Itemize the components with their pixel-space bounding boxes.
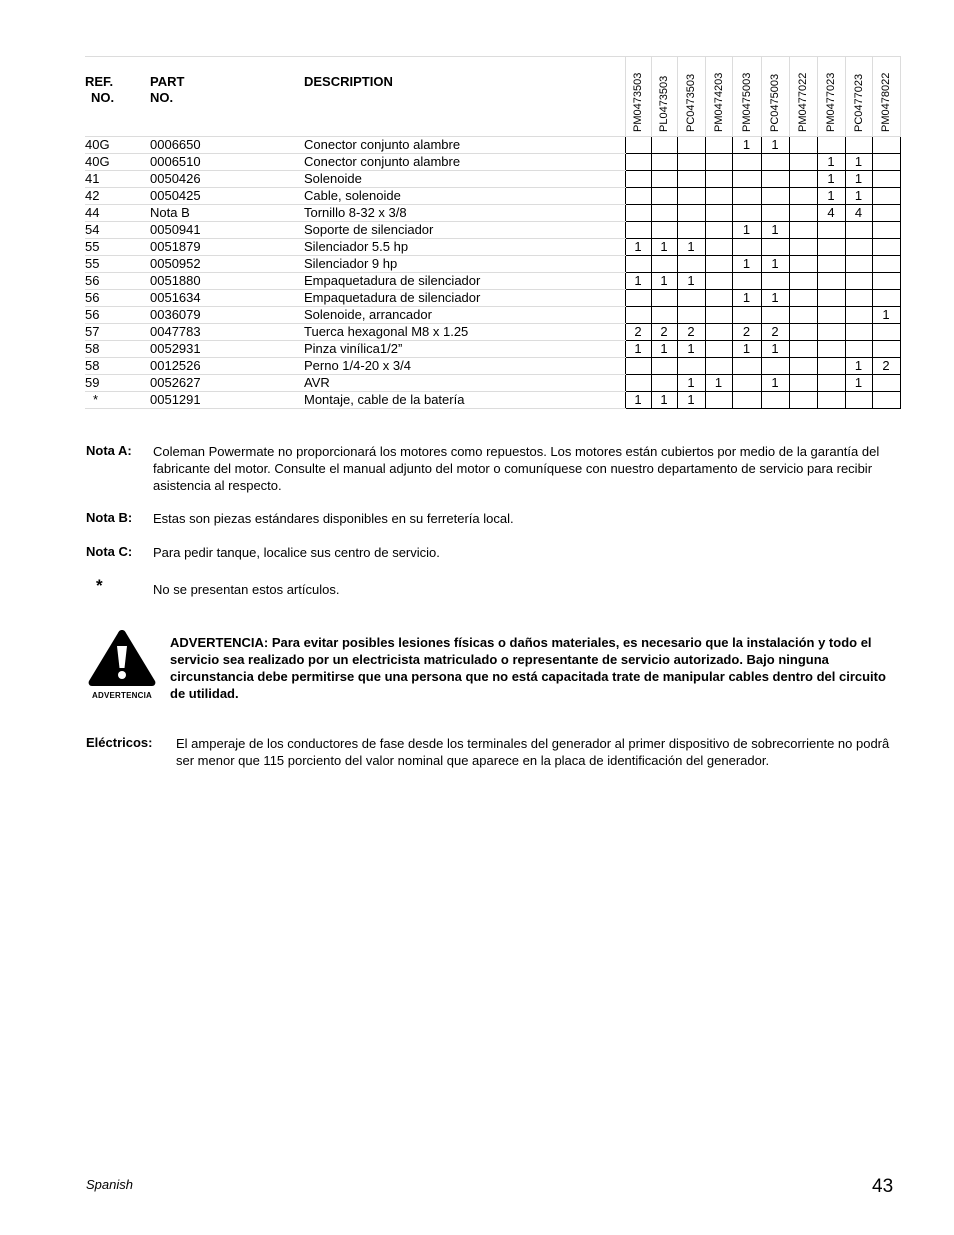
part-cell: 0051879	[150, 239, 304, 256]
quantity-cell: 1	[625, 239, 651, 256]
quantity-cell	[625, 137, 651, 154]
quantity-cell	[625, 154, 651, 171]
part-cell: 0051634	[150, 290, 304, 307]
quantity-cell	[789, 239, 817, 256]
quantity-cell	[872, 171, 900, 188]
quantity-cell	[872, 392, 900, 409]
part-cell: 0047783	[150, 324, 304, 341]
ref-cell: 42	[85, 188, 150, 205]
quantity-cell: 1	[761, 256, 789, 273]
note-star-text: No se presentan estos artículos.	[153, 582, 340, 597]
quantity-cell	[761, 392, 789, 409]
quantity-cell	[872, 239, 900, 256]
description-cell: Tornillo 8-32 x 3/8	[304, 205, 625, 222]
quantity-cell	[705, 392, 732, 409]
quantity-cell	[789, 324, 817, 341]
quantity-cell	[651, 358, 677, 375]
quantity-cell	[817, 273, 845, 290]
quantity-cell	[732, 188, 761, 205]
quantity-cell	[845, 222, 872, 239]
table-row	[85, 392, 900, 409]
quantity-cell: 1	[845, 375, 872, 392]
quantity-cell: 2	[761, 324, 789, 341]
description-cell: Solenoide, arrancador	[304, 307, 625, 324]
model-header	[761, 57, 789, 137]
part-cell: 0051291	[150, 392, 304, 409]
quantity-cell	[677, 137, 705, 154]
table-header-row	[85, 57, 900, 137]
quantity-cell	[625, 171, 651, 188]
quantity-cell	[761, 154, 789, 171]
quantity-cell	[789, 171, 817, 188]
quantity-cell	[872, 205, 900, 222]
model-header	[872, 57, 900, 137]
model-header	[651, 57, 677, 137]
quantity-cell	[817, 358, 845, 375]
quantity-cell	[625, 205, 651, 222]
quantity-cell	[651, 307, 677, 324]
quantity-cell: 1	[625, 392, 651, 409]
description-cell: Cable, solenoide	[304, 188, 625, 205]
quantity-cell	[677, 222, 705, 239]
quantity-cell: 2	[625, 324, 651, 341]
model-label: PC0475003	[769, 73, 781, 132]
quantity-cell: 1	[732, 341, 761, 358]
quantity-cell	[732, 154, 761, 171]
table-row	[85, 307, 900, 324]
quantity-cell: 1	[845, 358, 872, 375]
quantity-cell: 2	[872, 358, 900, 375]
description-cell: Silenciador 9 hp	[304, 256, 625, 273]
quantity-cell	[677, 290, 705, 307]
table-row	[85, 171, 900, 188]
quantity-cell	[732, 239, 761, 256]
ref-cell: 58	[85, 358, 150, 375]
part-cell: 0050426	[150, 171, 304, 188]
part-cell: 0050425	[150, 188, 304, 205]
table-row	[85, 273, 900, 290]
part-header-line1: PART	[150, 74, 185, 89]
quantity-cell	[705, 290, 732, 307]
description-cell: Soporte de silenciador	[304, 222, 625, 239]
quantity-cell	[817, 392, 845, 409]
ref-header-line1: REF.	[85, 74, 114, 89]
model-label: PM0473503	[632, 72, 644, 132]
description-cell: Tuerca hexagonal M8 x 1.25	[304, 324, 625, 341]
quantity-cell	[872, 341, 900, 358]
quantity-cell	[732, 307, 761, 324]
quantity-cell	[845, 290, 872, 307]
quantity-cell	[677, 256, 705, 273]
model-label: PM0478022	[880, 72, 892, 132]
table-row	[85, 205, 900, 222]
model-header	[705, 57, 732, 137]
model-label: PC0473503	[685, 73, 697, 132]
quantity-cell	[651, 137, 677, 154]
quantity-cell	[872, 137, 900, 154]
ref-cell: 56	[85, 273, 150, 290]
part-cell: 0050952	[150, 256, 304, 273]
quantity-cell: 1	[817, 171, 845, 188]
quantity-cell	[732, 375, 761, 392]
quantity-cell	[789, 137, 817, 154]
description-cell: Empaquetadura de silenciador	[304, 290, 625, 307]
quantity-cell	[789, 290, 817, 307]
quantity-cell: 1	[625, 273, 651, 290]
quantity-cell	[705, 256, 732, 273]
quantity-cell	[872, 188, 900, 205]
quantity-cell	[789, 154, 817, 171]
quantity-cell: 1	[845, 188, 872, 205]
quantity-cell: 1	[761, 222, 789, 239]
table-row	[85, 358, 900, 375]
footer-language: Spanish	[86, 1177, 133, 1192]
part-header	[150, 57, 304, 137]
quantity-cell	[845, 137, 872, 154]
model-label: PM0475003	[740, 72, 753, 132]
quantity-cell	[761, 171, 789, 188]
quantity-cell	[677, 188, 705, 205]
quantity-cell	[677, 154, 705, 171]
quantity-cell	[845, 341, 872, 358]
quantity-cell	[705, 188, 732, 205]
note-a-text: Coleman Powermate no proporcionará los motores como repuestos. Los motores están cubiertos por medio de la garantía del fabricante del motor. Consulte el manual adjunto del motor o comuníquese con nuestro departamento de servicio para recibir asistencia al respecto.	[153, 444, 880, 493]
ref-cell: 55	[85, 256, 150, 273]
part-cell: 0052627	[150, 375, 304, 392]
quantity-cell	[817, 290, 845, 307]
quantity-cell	[817, 222, 845, 239]
quantity-cell	[761, 239, 789, 256]
ref-header	[85, 57, 150, 137]
ref-cell: 54	[85, 222, 150, 239]
quantity-cell	[705, 222, 732, 239]
quantity-cell	[761, 188, 789, 205]
quantity-cell	[817, 256, 845, 273]
quantity-cell	[761, 205, 789, 222]
quantity-cell: 1	[677, 341, 705, 358]
quantity-cell: 2	[732, 324, 761, 341]
ref-cell: 56	[85, 307, 150, 324]
quantity-cell	[789, 341, 817, 358]
quantity-cell	[845, 256, 872, 273]
description-cell: AVR	[304, 375, 625, 392]
quantity-cell: 1	[677, 273, 705, 290]
quantity-cell	[625, 222, 651, 239]
quantity-cell	[789, 222, 817, 239]
description-cell: Conector conjunto alambre	[304, 137, 625, 154]
quantity-cell: 1	[625, 341, 651, 358]
quantity-cell	[651, 171, 677, 188]
quantity-cell: 1	[677, 375, 705, 392]
table-row	[85, 290, 900, 307]
ref-cell: *	[85, 392, 150, 409]
quantity-cell	[625, 290, 651, 307]
quantity-cell: 1	[761, 341, 789, 358]
model-header	[625, 57, 651, 137]
description-cell: Silenciador 5.5 hp	[304, 239, 625, 256]
quantity-cell: 4	[817, 205, 845, 222]
note-star-label: *	[96, 576, 103, 595]
quantity-cell	[872, 273, 900, 290]
quantity-cell	[732, 392, 761, 409]
model-header	[732, 57, 761, 137]
part-cell: 0012526	[150, 358, 304, 375]
description-header: DESCRIPTION	[304, 57, 625, 137]
ref-cell: 40G	[85, 137, 150, 154]
table-row	[85, 137, 900, 154]
quantity-cell	[789, 358, 817, 375]
quantity-cell	[651, 375, 677, 392]
quantity-cell	[625, 188, 651, 205]
quantity-cell	[705, 341, 732, 358]
quantity-cell	[705, 273, 732, 290]
part-cell: Nota B	[150, 205, 304, 222]
quantity-cell	[817, 307, 845, 324]
quantity-cell: 1	[817, 188, 845, 205]
quantity-cell	[872, 154, 900, 171]
quantity-cell	[761, 307, 789, 324]
quantity-cell	[845, 273, 872, 290]
quantity-cell	[872, 324, 900, 341]
warning-triangle-icon	[86, 628, 158, 688]
ref-cell: 58	[85, 341, 150, 358]
quantity-cell	[651, 188, 677, 205]
parts-table-body	[85, 137, 900, 409]
description-cell: Montaje, cable de la batería	[304, 392, 625, 409]
model-header	[817, 57, 845, 137]
table-row	[85, 341, 900, 358]
quantity-cell: 1	[651, 239, 677, 256]
quantity-cell	[845, 392, 872, 409]
warning-text: ADVERTENCIA: Para evitar posibles lesiones físicas o daños materiales, es necesario que la instalación y todo el servicio sea realizado por un electricista matriculado o representante de servicio autorizado. Bajo ninguna circunstancia debe permitirse que una persona que no está capacitada trate de manipular cables dentro del circuito de utilidad.	[170, 635, 886, 701]
part-cell: 0006510	[150, 154, 304, 171]
quantity-cell	[789, 375, 817, 392]
quantity-cell	[651, 154, 677, 171]
table-row	[85, 239, 900, 256]
electrical-text: El amperaje de los conductores de fase desde los terminales del generador al primer dispositivo de sobrecorriente no podrâ ser menor que 115 porciento del valor nominal que aparece en la placa de identificación del generador.	[176, 736, 890, 768]
quantity-cell	[705, 324, 732, 341]
ref-cell: 56	[85, 290, 150, 307]
quantity-cell: 1	[651, 341, 677, 358]
part-cell: 0050941	[150, 222, 304, 239]
description-cell: Pinza vinílica1/2”	[304, 341, 625, 358]
quantity-cell: 1	[732, 290, 761, 307]
part-cell: 0051880	[150, 273, 304, 290]
quantity-cell	[677, 358, 705, 375]
quantity-cell: 1	[732, 222, 761, 239]
quantity-cell	[761, 358, 789, 375]
note-a-label: Nota A:	[86, 443, 132, 458]
ref-cell: 55	[85, 239, 150, 256]
model-label: PM0477023	[825, 72, 837, 132]
quantity-cell	[761, 273, 789, 290]
table-row	[85, 256, 900, 273]
quantity-cell	[732, 358, 761, 375]
quantity-cell	[732, 273, 761, 290]
quantity-cell: 1	[761, 290, 789, 307]
quantity-cell: 1	[705, 375, 732, 392]
note-b-text: Estas son piezas estándares disponibles en su ferretería local.	[153, 511, 514, 526]
quantity-cell	[817, 341, 845, 358]
description-cell: Perno 1/4-20 x 3/4	[304, 358, 625, 375]
quantity-cell	[872, 222, 900, 239]
quantity-cell: 1	[845, 171, 872, 188]
quantity-cell: 1	[677, 239, 705, 256]
quantity-cell	[732, 171, 761, 188]
ref-header-line2: NO.	[91, 90, 115, 105]
model-label: PM0477022	[797, 72, 809, 132]
quantity-cell	[817, 137, 845, 154]
quantity-cell	[845, 239, 872, 256]
note-c-label: Nota C:	[86, 544, 133, 559]
quantity-cell	[625, 375, 651, 392]
quantity-cell	[705, 137, 732, 154]
table-row	[85, 324, 900, 341]
warning-icon-label: ADVERTENCIA	[92, 691, 152, 700]
part-header-line2: NO.	[150, 90, 174, 105]
quantity-cell: 1	[761, 375, 789, 392]
quantity-cell	[651, 290, 677, 307]
description-cell: Solenoide	[304, 171, 625, 188]
quantity-cell	[651, 222, 677, 239]
quantity-cell	[817, 324, 845, 341]
quantity-cell: 2	[677, 324, 705, 341]
quantity-cell	[651, 205, 677, 222]
quantity-cell: 1	[732, 256, 761, 273]
table-row	[85, 375, 900, 392]
quantity-cell	[705, 307, 732, 324]
quantity-cell	[705, 171, 732, 188]
quantity-cell	[872, 256, 900, 273]
quantity-cell	[625, 307, 651, 324]
model-label: PC0477023	[852, 73, 865, 132]
page-number: 43	[872, 1176, 894, 1197]
quantity-cell: 1	[651, 273, 677, 290]
description-cell: Conector conjunto alambre	[304, 154, 625, 171]
part-cell: 0006650	[150, 137, 304, 154]
quantity-cell: 1	[761, 137, 789, 154]
quantity-cell	[845, 307, 872, 324]
quantity-cell	[789, 256, 817, 273]
quantity-cell	[789, 307, 817, 324]
table-row	[85, 188, 900, 205]
quantity-cell: 1	[872, 307, 900, 324]
quantity-cell: 1	[845, 154, 872, 171]
quantity-cell	[705, 205, 732, 222]
ref-cell: 41	[85, 171, 150, 188]
quantity-cell	[625, 358, 651, 375]
parts-table	[85, 56, 901, 409]
quantity-cell	[651, 256, 677, 273]
quantity-cell: 1	[817, 154, 845, 171]
model-header	[789, 57, 817, 137]
quantity-cell	[677, 171, 705, 188]
quantity-cell	[872, 375, 900, 392]
model-label: PL0473503	[658, 75, 670, 132]
quantity-cell	[817, 375, 845, 392]
quantity-cell	[705, 358, 732, 375]
quantity-cell: 2	[651, 324, 677, 341]
model-header	[677, 57, 705, 137]
model-header	[845, 57, 872, 137]
quantity-cell	[789, 188, 817, 205]
quantity-cell	[789, 273, 817, 290]
quantity-cell: 1	[651, 392, 677, 409]
table-row	[85, 154, 900, 171]
model-label: PM0474203	[712, 72, 725, 132]
part-cell: 0052931	[150, 341, 304, 358]
quantity-cell: 4	[845, 205, 872, 222]
note-b-label: Nota B:	[86, 510, 133, 525]
note-c-text: Para pedir tanque, localice sus centro de servicio.	[153, 545, 440, 560]
quantity-cell	[705, 239, 732, 256]
ref-cell: 44	[85, 205, 150, 222]
quantity-cell: 1	[677, 392, 705, 409]
ref-cell: 57	[85, 324, 150, 341]
quantity-cell	[732, 205, 761, 222]
quantity-cell	[705, 154, 732, 171]
quantity-cell	[872, 290, 900, 307]
quantity-cell	[789, 392, 817, 409]
quantity-cell	[789, 205, 817, 222]
quantity-cell	[817, 239, 845, 256]
warning-icon	[86, 628, 158, 702]
ref-cell: 40G	[85, 154, 150, 171]
description-cell: Empaquetadura de silenciador	[304, 273, 625, 290]
table-row	[85, 222, 900, 239]
quantity-cell	[625, 256, 651, 273]
part-cell: 0036079	[150, 307, 304, 324]
quantity-cell	[845, 324, 872, 341]
electrical-label: Eléctricos:	[86, 735, 153, 750]
quantity-cell	[677, 205, 705, 222]
ref-cell: 59	[85, 375, 150, 392]
quantity-cell	[677, 307, 705, 324]
quantity-cell: 1	[732, 137, 761, 154]
